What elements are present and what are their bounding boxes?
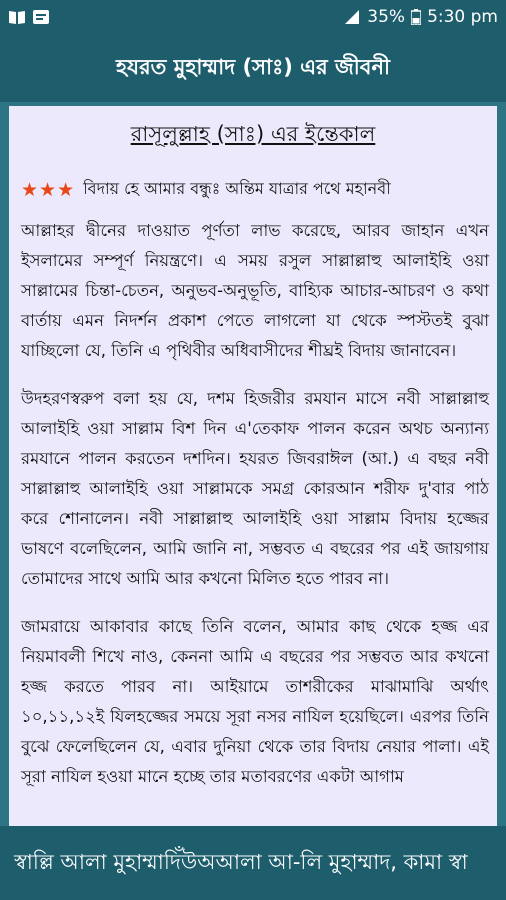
book-notification-icon bbox=[8, 9, 26, 25]
app-bar bbox=[0, 34, 506, 102]
article-title: রাসূলুল্লাহ (সাঃ) এর ইন্তেকাল bbox=[130, 122, 376, 146]
footer-marquee bbox=[0, 826, 506, 900]
content-wrapper bbox=[0, 102, 506, 826]
article-paragraph: উদহরণস্বরুপ বলা হয় যে, দশম হিজরীর রমযান মাসে নবী সাল্লাল্লাহু আলাইহি ওয়া সাল্লাম বিশ দিন এ'তেকাফ পালন করেন অথচ অন্যান্য রমযানে পালন করতেন দশদিন। হযরত জিবরাঈল (আ.) এ বছর নবী সাল্লাল্লাহু আলাইহি ওয়া সাল্লামকে সমগ্র কোরআন শরীফ দু'বার পাঠ করে শোনালেন। নবী সাল্লাল্লাহু আলাইহি ওয়া সাল্লাম বিদায় হজ্জের ভাষণে বলেছিলেন, আমি জানি না, সম্ভবত এ বছরের পর এই জায়গায় তোমাদের সাথে আমি আর কখনো মিলিত হতে পারব না। bbox=[21, 389, 489, 588]
star-icon: ★★★ bbox=[21, 178, 76, 201]
article-subtitle: বিদায় হে আমার বন্ধুঃ অন্তিম যাত্রার পথে মহানবী bbox=[83, 179, 391, 198]
status-time: 5:30 pm bbox=[427, 7, 498, 27]
message-notification-icon bbox=[32, 9, 50, 25]
status-left-icons bbox=[8, 9, 50, 25]
app-title: হযরত মুহাম্মাদ (সাঃ) এর জীবনী bbox=[115, 54, 391, 79]
status-bar bbox=[0, 0, 506, 34]
article-paragraph: আল্লাহর দ্বীনের দাওয়াত পূর্ণতা লাভ করেছে, আরব জাহান এখন ইসলামের সম্পূর্ণ নিয়ন্ত্রণে। এ সময় রসুল সাল্লাল্লাহু আলাইহি ওয়া সাল্লামের চিন্তা-চেতন, অনুভব-অনুভূতি, বাহ্যিক আচার-আচরণ ও কথা বার্তায় এমন নিদর্শন প্রকাশ পেতে লাগলো যা থেকে স্পস্টতই বুঝা যাচ্ছিলো যে, তিনি এ পৃথিবীর অধিবাসীদের শীঘ্রই বিদায় জানাবেন। bbox=[21, 221, 489, 360]
footer-marquee-text: স্বাল্লি আলা মুহাম্মাদিঁউঅআলা আ-লি মুহাম্মাদ, কামা স্বা bbox=[14, 849, 468, 874]
battery-percentage: 35% bbox=[367, 7, 406, 27]
article-body bbox=[21, 216, 489, 810]
content-card[interactable] bbox=[9, 106, 497, 826]
status-right-group bbox=[343, 7, 498, 27]
battery-icon bbox=[411, 9, 421, 25]
article-subtitle-row bbox=[21, 176, 489, 203]
signal-icon bbox=[343, 9, 361, 25]
article-paragraph: জামরায়ে আকাবার কাছে তিনি বলেন, আমার কাছ থেকে হজ্জ এর নিয়মাবলী শিখে নাও, কেননা আমি এ বছরের পর সম্ভবত আর কখনো হজ্জ করতে পারব না। আইয়ামে তাশরীকের মাঝামাঝি অর্থাৎ ১০,১১,১২ই যিলহজ্জের সময়ে সূরা নসর নাযিল হয়েছিলে। এরপর তিনি বুঝে ফেলেছিলেন যে, এবার দুনিয়া থেকে তার বিদায় নেয়ার পালা। এই সূরা নাযিল হওয়া মানে হচ্ছে তার মতাবরণের একটা আগাম bbox=[21, 617, 489, 786]
